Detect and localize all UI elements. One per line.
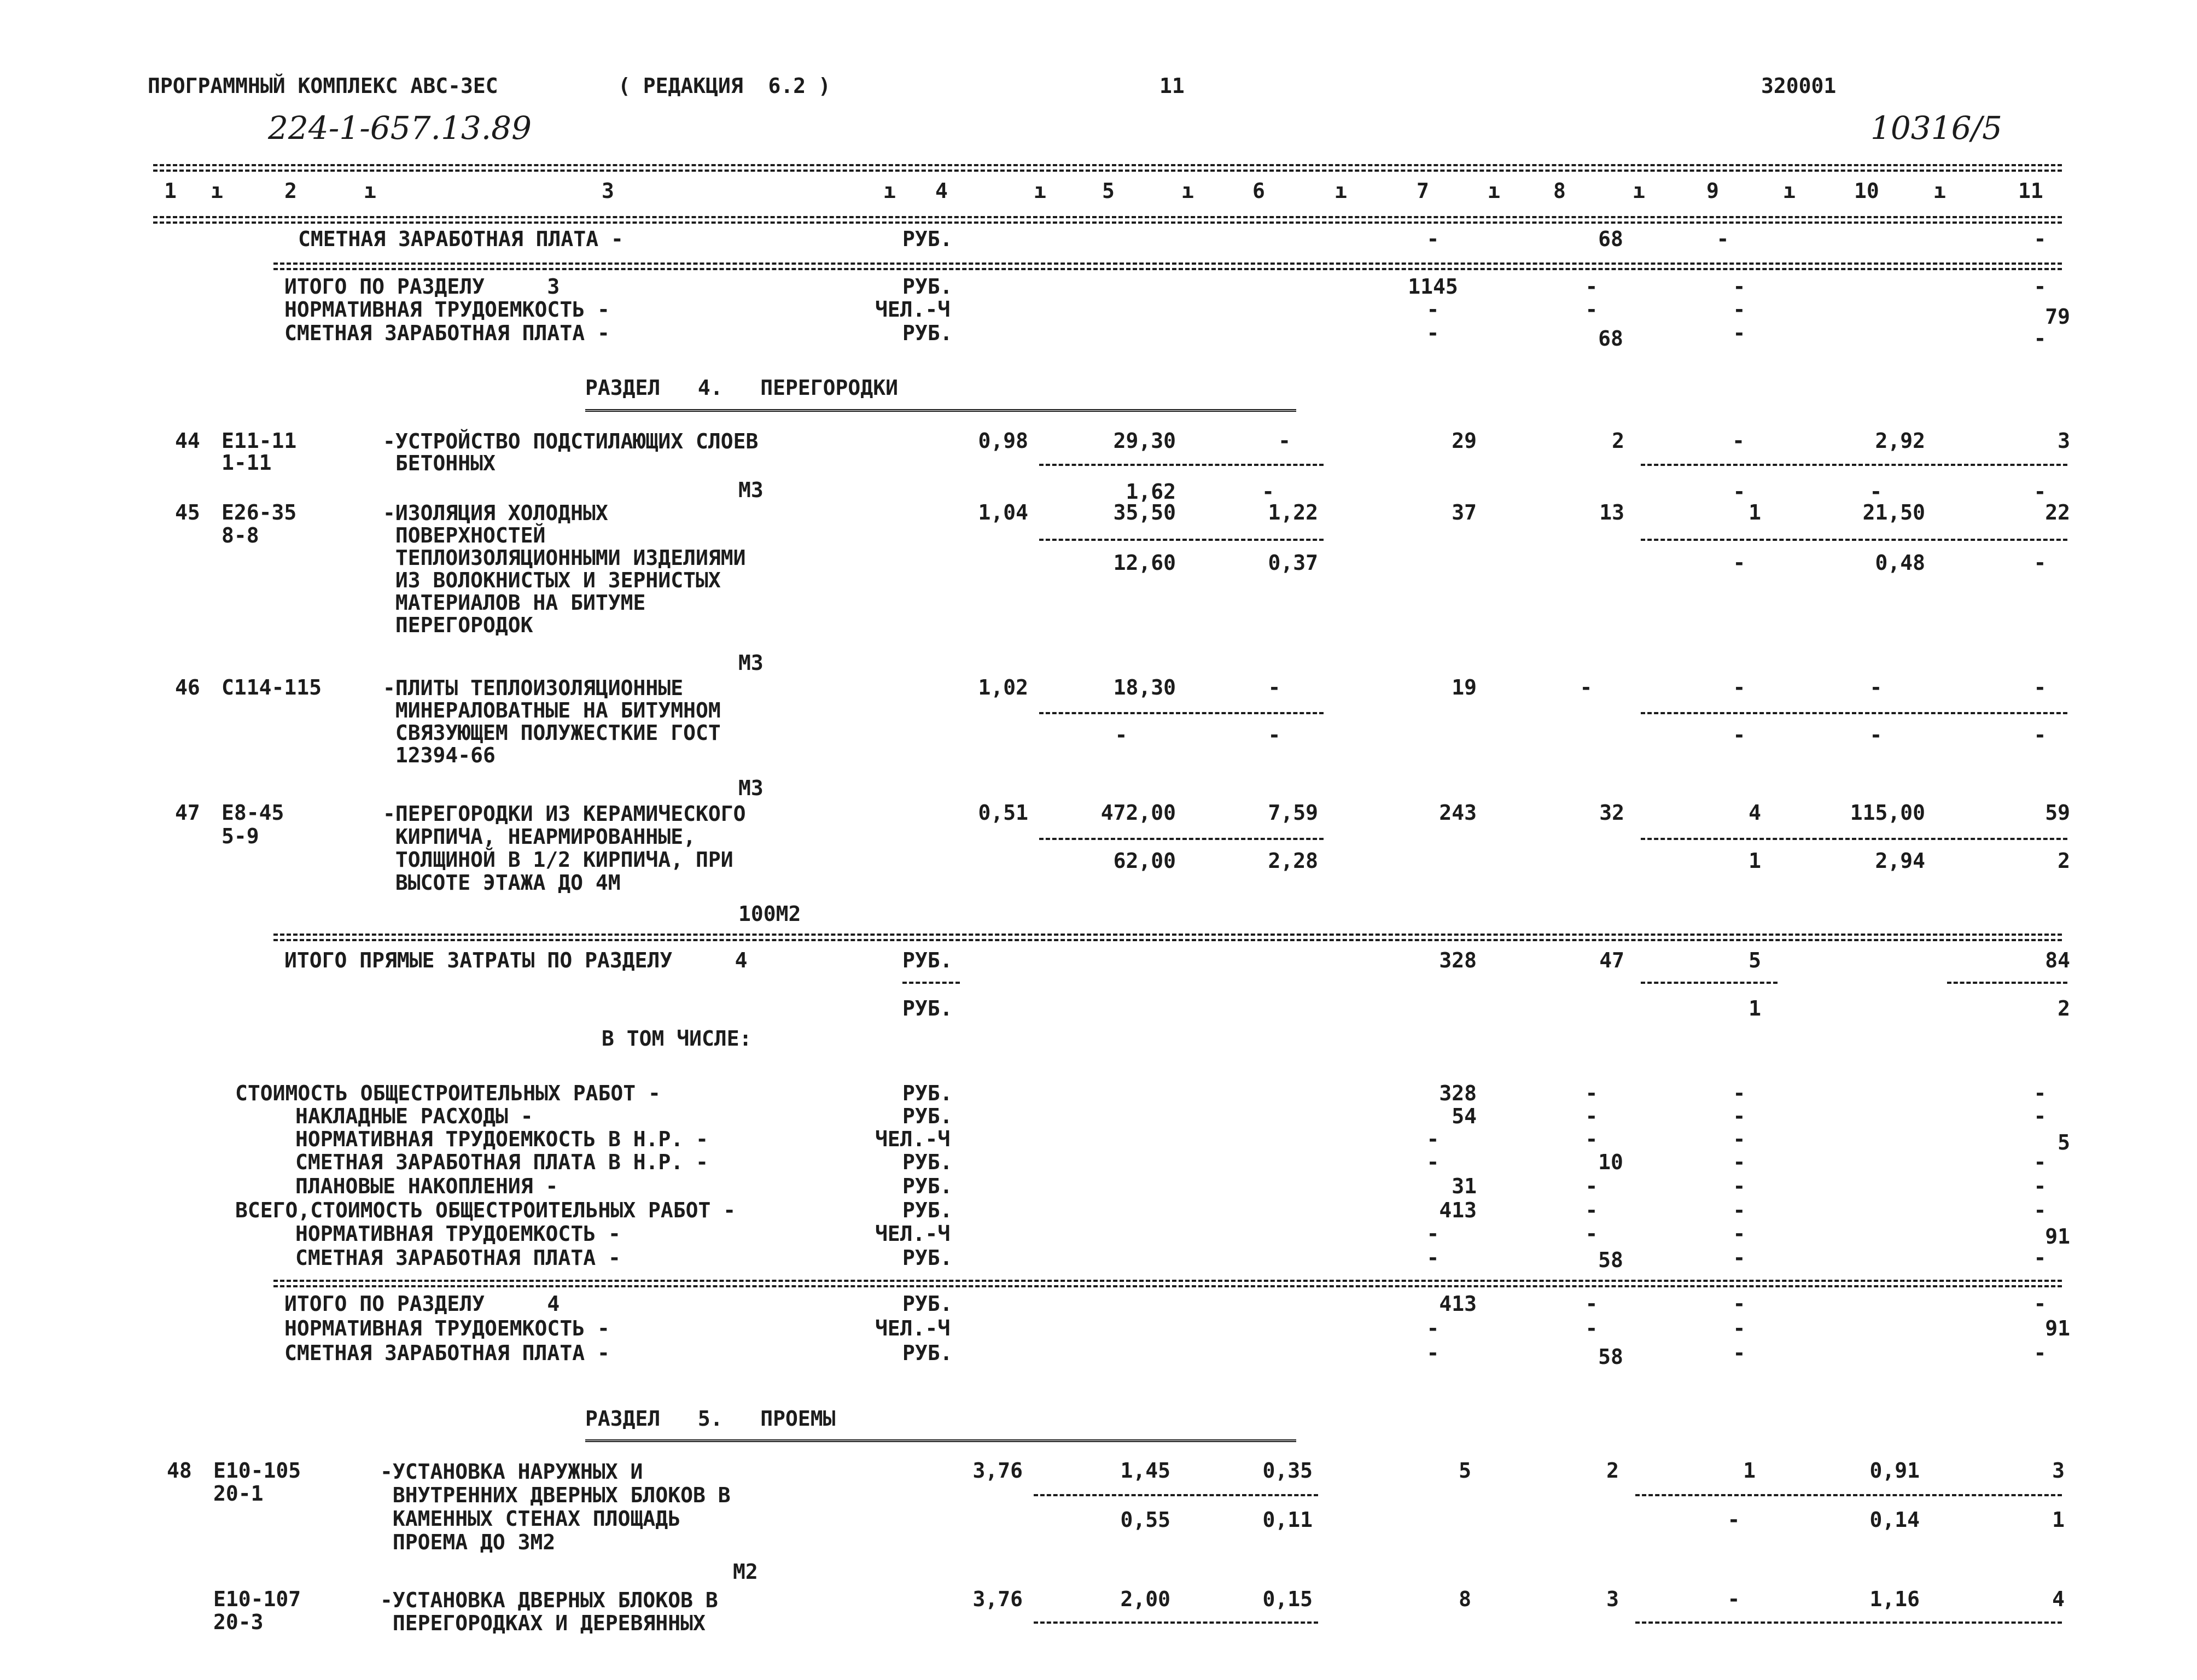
- cell-qty: 3,76: [972, 1459, 1023, 1483]
- rule: [273, 1285, 2062, 1287]
- cell-c11b: -: [2033, 723, 2047, 747]
- row-code: Е10-105: [213, 1459, 301, 1483]
- cell-c10b: 0,48: [1875, 551, 1925, 575]
- total-label: ИТОГО ПО РАЗДЕЛУ 3: [284, 275, 560, 299]
- row-code-sub: 20-1: [213, 1481, 264, 1506]
- summary-c7: -: [1426, 1246, 1440, 1270]
- col-sep: ı: [1488, 179, 1500, 203]
- cell-c11: 3: [2058, 429, 2070, 453]
- row-number: 48: [167, 1459, 192, 1483]
- cell-c10: 0,91: [1869, 1459, 1920, 1483]
- direct-c11: 84: [2045, 948, 2070, 972]
- rule: [273, 1280, 2062, 1282]
- summary-c7: 54: [1452, 1104, 1477, 1128]
- cell-c6: -: [1278, 429, 1291, 453]
- total-label: НОРМАТИВНАЯ ТРУДОЕМКОСТЬ -: [284, 1316, 610, 1340]
- cell-c5: 472,00: [1100, 801, 1176, 825]
- salary-unit: РУБ.: [902, 321, 953, 345]
- cell-c10b: 0,14: [1869, 1508, 1920, 1532]
- total-unit: РУБ.: [902, 1341, 953, 1365]
- summary-c11: -: [2033, 1246, 2047, 1270]
- cell-qty: 1,02: [978, 675, 1028, 699]
- col-sep: ı: [211, 179, 223, 203]
- labor-c11: 79: [2045, 305, 2070, 329]
- summary-c9: -: [1733, 1246, 1746, 1270]
- row-description: -УСТРОЙСТВО ПОДСТИЛАЮЩИХ СЛОЕВ БЕТОННЫХ: [383, 429, 759, 475]
- direct-c9: 5: [1749, 948, 1761, 972]
- summary-c7: 413: [1439, 1198, 1477, 1222]
- summary-label: СМЕТНАЯ ЗАРАБОТНАЯ ПЛАТА В Н.Р. -: [295, 1150, 708, 1174]
- document-code: 320001: [1761, 74, 1837, 98]
- row-description: -УСТАНОВКА НАРУЖНЫХ И ВНУТРЕННИХ ДВЕРНЫХ БЛОКОВ В КАМЕННЫХ СТЕНАХ ПЛОЩАДЬ ПРОЕМА ДО 3М2: [380, 1460, 731, 1554]
- salary-label: СМЕТНАЯ ЗАРАБОТНАЯ ПЛАТА -: [284, 321, 610, 345]
- cell-c8: 13: [1599, 500, 1624, 524]
- handwritten-sheet-number: 10316/5: [1870, 109, 2002, 147]
- col-sep: ı: [1334, 179, 1347, 203]
- summary-unit: РУБ.: [902, 1150, 953, 1174]
- rule: [273, 268, 2062, 270]
- row-unit: М3: [738, 651, 764, 675]
- row-code: С114-115: [222, 675, 322, 699]
- section-4-underline: [585, 409, 1296, 412]
- row-number: 47: [175, 801, 200, 825]
- total-c7: 1145: [1408, 275, 1458, 299]
- summary-c11: -: [2033, 1174, 2047, 1198]
- total-c11: -: [2033, 1292, 2047, 1316]
- subrule: [1034, 1621, 1318, 1624]
- cell-c10: 2,92: [1875, 429, 1925, 453]
- row-description: -ПЕРЕГОРОДКИ ИЗ КЕРАМИЧЕСКОГО КИРПИЧА, НЕАРМИРОВАННЫЕ, ТОЛЩИНОЙ В 1/2 КИРПИЧА, ПРИ ВЫСОТЕ ЭТАЖА ДО 4М: [383, 802, 746, 895]
- section-5-title: РАЗДЕЛ 5. ПРОЕМЫ: [585, 1407, 836, 1431]
- header-top-rule: [153, 164, 2062, 166]
- total-c11: -: [2033, 275, 2047, 299]
- total-c7: -: [1426, 1341, 1440, 1365]
- cell-qty: 3,76: [972, 1587, 1023, 1611]
- cell-c11b: -: [2033, 551, 2047, 575]
- cell-c9b: -: [1733, 723, 1746, 747]
- summary-unit: РУБ.: [902, 1104, 953, 1128]
- header-bottom-rule-2: [153, 221, 2062, 224]
- subrule: [1641, 464, 2067, 466]
- header-bottom-rule: [153, 216, 2062, 218]
- including-label: В ТОМ ЧИСЛЕ:: [602, 1026, 752, 1051]
- subrule: [1039, 539, 1324, 541]
- col-5: 5: [1102, 179, 1115, 203]
- row-code: Е11-11: [222, 429, 297, 453]
- cell-c6b: -: [1262, 480, 1274, 504]
- cell-c7: 19: [1452, 675, 1477, 699]
- cell-c9b: -: [1733, 480, 1746, 504]
- col-9: 9: [1706, 179, 1719, 203]
- col-sep: ı: [1933, 179, 1946, 203]
- col-1: 1: [164, 179, 177, 203]
- summary-c7: -: [1426, 1150, 1440, 1174]
- row-number: 45: [175, 500, 200, 524]
- total-c7: -: [1426, 1316, 1440, 1340]
- summary-label: НОРМАТИВНАЯ ТРУДОЕМКОСТЬ -: [295, 1222, 621, 1246]
- summary-c11: -: [2033, 1150, 2047, 1174]
- cell-c6b: 2,28: [1268, 849, 1318, 873]
- rule: [273, 939, 2062, 941]
- row-label: СМЕТНАЯ ЗАРАБОТНАЯ ПЛАТА -: [298, 227, 623, 251]
- cell-c11: 59: [2045, 801, 2070, 825]
- cell-c10: 115,00: [1850, 801, 1925, 825]
- cell-c9: -: [1733, 675, 1746, 699]
- summary-unit: РУБ.: [902, 1198, 953, 1222]
- cell-c5b: 62,00: [1113, 849, 1176, 873]
- row-code-sub: 1-11: [222, 451, 272, 475]
- cell-c6b: -: [1268, 723, 1281, 747]
- cell-c8: 2: [1606, 1459, 1619, 1483]
- subrule: [1641, 982, 1778, 984]
- handwritten-project-number: 224-1-657.13.89: [268, 109, 532, 147]
- subrule: [1039, 838, 1324, 840]
- row-unit: 100М2: [738, 902, 801, 926]
- total-unit: РУБ.: [902, 1292, 953, 1316]
- total-unit: ЧЕЛ.-Ч: [875, 1316, 951, 1340]
- summary-c11: -: [2033, 1104, 2047, 1128]
- cell-c8: 68: [1598, 227, 1623, 251]
- cell-c11: -: [2033, 227, 2047, 251]
- summary-c9: -: [1733, 1081, 1746, 1105]
- cell-c9: -: [1716, 227, 1729, 251]
- summary-c7: 31: [1452, 1174, 1477, 1198]
- summary-c8: -: [1585, 1198, 1598, 1222]
- col-sep: ı: [1181, 179, 1194, 203]
- direct-c11b: 2: [2058, 996, 2070, 1020]
- total-unit: РУБ.: [902, 275, 953, 299]
- total-c9: -: [1733, 1341, 1746, 1365]
- summary-c8: -: [1585, 1222, 1598, 1246]
- cell-c6b: 0,11: [1262, 1508, 1313, 1532]
- cell-c6: 1,22: [1268, 500, 1318, 524]
- row-unit: М3: [738, 776, 764, 800]
- cell-c11: 22: [2045, 500, 2070, 524]
- summary-c11: -: [2033, 1081, 2047, 1105]
- total-c8: -: [1585, 1316, 1598, 1340]
- cell-c7: 5: [1459, 1459, 1471, 1483]
- cell-c10b: -: [1869, 480, 1883, 504]
- summary-unit: РУБ.: [902, 1246, 953, 1270]
- cell-qty: 0,98: [978, 429, 1028, 453]
- summary-c11: 5: [2058, 1130, 2070, 1154]
- cell-c8: 3: [1606, 1587, 1619, 1611]
- row-code: Е8-45: [222, 801, 284, 825]
- col-sep: ı: [1034, 179, 1046, 203]
- subrule: [1641, 838, 2067, 840]
- summary-c8: -: [1585, 1081, 1598, 1105]
- cell-c7: 29: [1452, 429, 1477, 453]
- row-unit: М3: [738, 478, 764, 502]
- summary-c8: -: [1585, 1104, 1598, 1128]
- cell-c7: -: [1426, 227, 1440, 251]
- cell-c5b: 12,60: [1113, 551, 1176, 575]
- edition-label: ( РЕДАКЦИЯ 6.2 ): [618, 74, 831, 98]
- direct-unit: РУБ.: [902, 948, 953, 972]
- total-c8: 58: [1598, 1345, 1623, 1369]
- row-description: -УСТАНОВКА ДВЕРНЫХ БЛОКОВ В ПЕРЕГОРОДКАХ И ДЕРЕВЯННЫХ: [380, 1588, 718, 1635]
- subrule: [1039, 712, 1324, 714]
- col-2: 2: [284, 179, 297, 203]
- total-c9: -: [1733, 275, 1746, 299]
- direct-c9b: 1: [1749, 996, 1761, 1020]
- summary-c9: -: [1733, 1104, 1746, 1128]
- cell-c9b: -: [1733, 551, 1746, 575]
- subrule: [1635, 1621, 2062, 1624]
- cell-qty: 1,04: [978, 500, 1028, 524]
- cell-c11b: -: [2033, 480, 2047, 504]
- cell-c10b: -: [1869, 723, 1883, 747]
- unit-rule: [902, 982, 960, 984]
- rule: [273, 934, 2062, 936]
- col-sep: ı: [1633, 179, 1645, 203]
- salary-c11: -: [2033, 326, 2047, 351]
- cell-c5b: 0,55: [1120, 1508, 1170, 1532]
- summary-c9: -: [1733, 1127, 1746, 1151]
- col-sep: ı: [883, 179, 896, 203]
- summary-label: ВСЕГО,СТОИМОСТЬ ОБЩЕСТРОИТЕЛЬНЫХ РАБОТ -: [235, 1198, 736, 1222]
- cell-c7: 243: [1439, 801, 1477, 825]
- cell-c11b: 1: [2052, 1508, 2065, 1532]
- summary-c8: -: [1585, 1127, 1598, 1151]
- total-c9: -: [1733, 1292, 1746, 1316]
- cell-c10b: 2,94: [1875, 849, 1925, 873]
- direct-c7: 328: [1439, 948, 1477, 972]
- row-code-sub: 5-9: [222, 824, 259, 848]
- subrule: [1641, 539, 2067, 541]
- cell-c9: 4: [1749, 801, 1761, 825]
- subrule: [1947, 982, 2067, 984]
- page-number: 11: [1159, 74, 1185, 98]
- col-sep: ı: [1783, 179, 1796, 203]
- row-code: Е26-35: [222, 500, 297, 524]
- cell-c11: 3: [2052, 1459, 2065, 1483]
- cell-c11b: 2: [2058, 849, 2070, 873]
- row-description: -ИЗОЛЯЦИЯ ХОЛОДНЫХ ПОВЕРХНОСТЕЙ ТЕПЛОИЗОЛЯЦИОННЫМИ ИЗДЕЛИЯМИ ИЗ ВОЛОКНИСТЫХ И ЗЕРНИСТЫХ МАТЕРИАЛОВ НА БИТУМЕ ПЕРЕГОРОДОК: [383, 501, 746, 637]
- labor-c7: -: [1426, 298, 1440, 322]
- summary-label: СМЕТНАЯ ЗАРАБОТНАЯ ПЛАТА -: [295, 1246, 621, 1270]
- header-top-rule-2: [153, 170, 2062, 172]
- program-title: ПРОГРАММНЫЙ КОМПЛЕКС АВС-ЗЕС: [148, 74, 498, 98]
- total-c7: 413: [1439, 1292, 1477, 1316]
- cell-c11: -: [2033, 675, 2047, 699]
- summary-c7: -: [1426, 1127, 1440, 1151]
- summary-c9: -: [1733, 1222, 1746, 1246]
- row-code: Е10-107: [213, 1587, 301, 1611]
- labor-c8: -: [1585, 298, 1598, 322]
- cell-c6: 0,15: [1262, 1587, 1313, 1611]
- cell-c9: -: [1727, 1587, 1740, 1611]
- labor-unit: ЧЕЛ.-Ч: [875, 298, 951, 322]
- summary-c7: -: [1426, 1222, 1440, 1246]
- cell-c8: -: [1580, 675, 1593, 699]
- cell-qty: 0,51: [978, 801, 1028, 825]
- section-4-title: РАЗДЕЛ 4. ПЕРЕГОРОДКИ: [585, 376, 898, 400]
- summary-c11: -: [2033, 1198, 2047, 1222]
- summary-c9: -: [1733, 1174, 1746, 1198]
- row-number: 46: [175, 675, 200, 699]
- cell-c6: -: [1268, 675, 1281, 699]
- cell-c5b: -: [1115, 723, 1128, 747]
- summary-c8: -: [1585, 1174, 1598, 1198]
- cell-c9: -: [1732, 429, 1745, 453]
- total-label: СМЕТНАЯ ЗАРАБОТНАЯ ПЛАТА -: [284, 1341, 610, 1365]
- summary-c8: 10: [1598, 1150, 1623, 1174]
- labor-label: НОРМАТИВНАЯ ТРУДОЕМКОСТЬ -: [284, 298, 610, 322]
- col-11: 11: [2018, 179, 2043, 203]
- section-5-underline: [585, 1439, 1296, 1442]
- cell-c9b: -: [1727, 1508, 1740, 1532]
- cell-c5b: 1,62: [1126, 480, 1176, 504]
- summary-label: СТОИМОСТЬ ОБЩЕСТРОИТЕЛЬНЫХ РАБОТ -: [235, 1081, 661, 1105]
- cell-c9: 1: [1749, 500, 1761, 524]
- cell-c7: 8: [1459, 1587, 1471, 1611]
- total-c11: -: [2033, 1341, 2047, 1365]
- summary-label: НОРМАТИВНАЯ ТРУДОЕМКОСТЬ В Н.Р. -: [295, 1127, 708, 1151]
- summary-c11: 91: [2045, 1224, 2070, 1249]
- direct-label: ИТОГО ПРЯМЫЕ ЗАТРАТЫ ПО РАЗДЕЛУ 4: [284, 948, 748, 972]
- summary-unit: РУБ.: [902, 1081, 953, 1105]
- cell-c10: -: [1869, 675, 1883, 699]
- summary-label: ПЛАНОВЫЕ НАКОПЛЕНИЯ -: [295, 1174, 558, 1198]
- summary-unit: ЧЕЛ.-Ч: [875, 1127, 951, 1151]
- summary-unit: РУБ.: [902, 1174, 953, 1198]
- row-unit: М2: [733, 1560, 758, 1584]
- total-c8: -: [1585, 1292, 1598, 1316]
- col-4: 4: [935, 179, 948, 203]
- summary-label: НАКЛАДНЫЕ РАСХОДЫ -: [295, 1104, 533, 1128]
- summary-c8: 58: [1598, 1248, 1623, 1272]
- summary-c9: -: [1733, 1150, 1746, 1174]
- row-code-sub: 8-8: [222, 523, 259, 547]
- cell-c9b: 1: [1749, 849, 1761, 873]
- rule: [273, 262, 2062, 265]
- col-6: 6: [1252, 179, 1265, 203]
- row-code-sub: 20-3: [213, 1610, 264, 1634]
- cell-c5: 18,30: [1113, 675, 1176, 699]
- salary-c9: -: [1733, 321, 1746, 345]
- subrule: [1039, 464, 1324, 466]
- subrule: [1034, 1494, 1318, 1496]
- cell-c5: 2,00: [1120, 1587, 1170, 1611]
- cell-c10: 1,16: [1869, 1587, 1920, 1611]
- summary-c7: 328: [1439, 1081, 1477, 1105]
- row-description: -ПЛИТЫ ТЕПЛОИЗОЛЯЦИОННЫЕ МИНЕРАЛОВАТНЫЕ НА БИТУМНОМ СВЯЗУЮЩЕМ ПОЛУЖЕСТКИЕ ГОСТ 12394-66: [383, 676, 721, 767]
- cell-c10: 21,50: [1862, 500, 1925, 524]
- cell-c7: 37: [1452, 500, 1477, 524]
- salary-c7: -: [1426, 321, 1440, 345]
- cell-c5: 29,30: [1113, 429, 1176, 453]
- subrule: [1641, 712, 2067, 714]
- col-8: 8: [1553, 179, 1566, 203]
- subrule: [1635, 1494, 2062, 1496]
- cell-c11: 4: [2052, 1587, 2065, 1611]
- col-7: 7: [1417, 179, 1429, 203]
- direct-unit-2: РУБ.: [902, 996, 953, 1020]
- cell-c6b: 0,37: [1268, 551, 1318, 575]
- cell-c5: 35,50: [1113, 500, 1176, 524]
- col-10: 10: [1854, 179, 1879, 203]
- salary-c8: 68: [1598, 326, 1623, 351]
- summary-c9: -: [1733, 1198, 1746, 1222]
- cell-c6: 7,59: [1268, 801, 1318, 825]
- cell-c6: 0,35: [1262, 1459, 1313, 1483]
- summary-unit: ЧЕЛ.-Ч: [875, 1222, 951, 1246]
- direct-c8: 47: [1599, 948, 1624, 972]
- row-number: 44: [175, 429, 200, 453]
- col-3: 3: [602, 179, 614, 203]
- cell-c8: 32: [1599, 801, 1624, 825]
- cell-c5: 1,45: [1120, 1459, 1170, 1483]
- total-c9: -: [1733, 1316, 1746, 1340]
- cell-c9: 1: [1743, 1459, 1756, 1483]
- labor-c9: -: [1733, 298, 1746, 322]
- total-c8: -: [1585, 275, 1598, 299]
- col-sep: ı: [364, 179, 376, 203]
- cell-c8: 2: [1612, 429, 1624, 453]
- total-c11: 91: [2045, 1316, 2070, 1340]
- row-unit: РУБ.: [902, 227, 953, 251]
- total-label: ИТОГО ПО РАЗДЕЛУ 4: [284, 1292, 560, 1316]
